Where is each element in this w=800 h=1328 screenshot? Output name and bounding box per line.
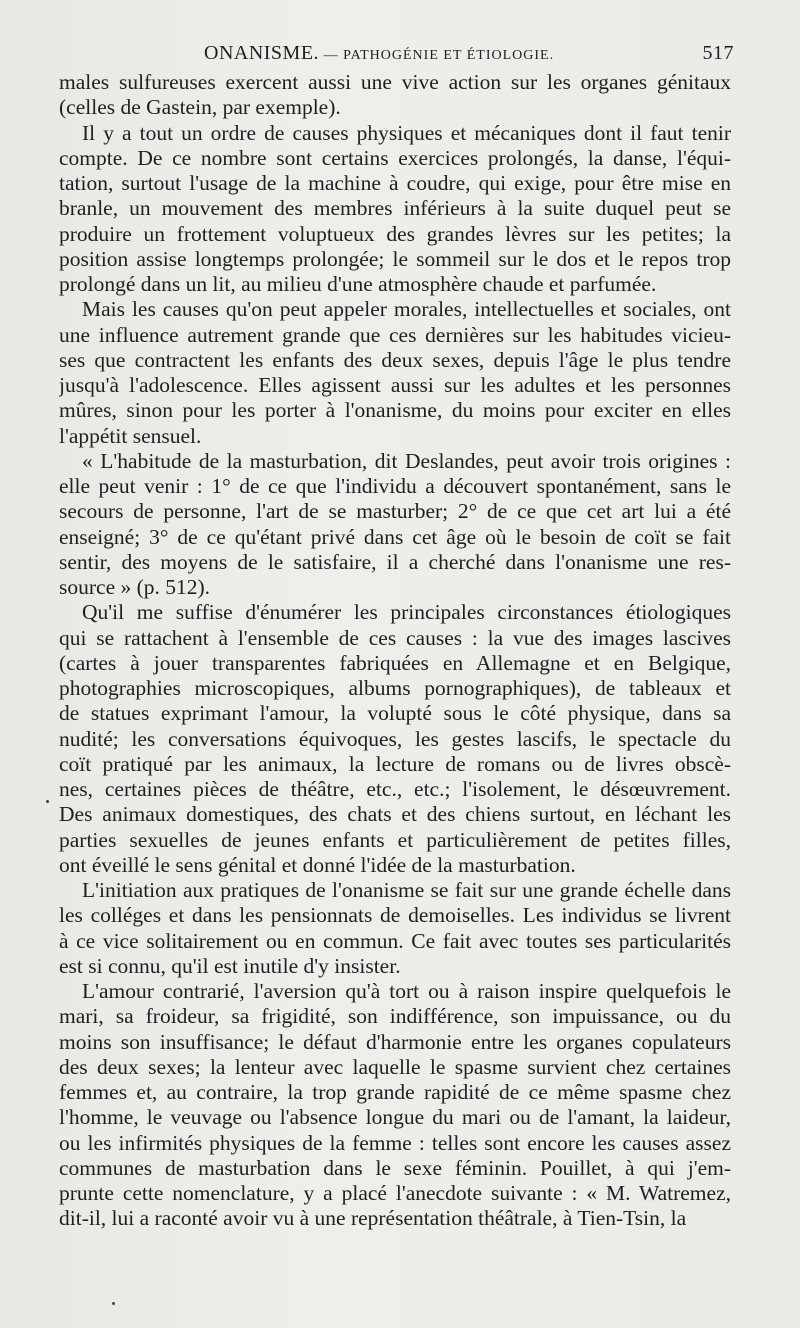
text-line: l'appétit sensuel. (59, 423, 202, 448)
body-text (59, 70, 731, 1232)
paragraph (59, 70, 731, 121)
text-line: de statues exprimant l'amour, la volupté sous le côté physique, dans sa (59, 701, 731, 726)
text-line: une influence autrement grande que ces dernières sur les habitudes vicieu- (59, 322, 731, 347)
title-main: ONANISME. (204, 42, 320, 64)
text-line: L'initiation aux pratiques de l'onanisme se fait sur une grande échelle dans (82, 878, 731, 902)
page-number: 517 (702, 42, 734, 64)
paragraph (59, 297, 731, 449)
text-line: branle, un mouvement des membres inférieurs à la suite duquel peut se (59, 196, 731, 221)
text-line: enseigné; 3° de ce qu'étant privé dans cet âge où le besoin de coït se fait (59, 524, 731, 549)
text-line: femmes et, au contraire, la trop grande rapidité de ce même spasme chez (59, 1080, 731, 1104)
text-line: ou les infirmités physiques de la femme : telles sont encore les causes assez (59, 1130, 731, 1155)
text-line: photographies microscopiques, albums pornographiques), de tableaux et (59, 676, 731, 700)
text-line: males sulfureuses exercent aussi une vive action sur les organes génitaux (59, 70, 731, 94)
text-line: Il y a tout un ordre de causes physiques et mécaniques dont il faut tenir (82, 120, 731, 145)
paragraph (59, 600, 731, 878)
text-line: secours de personne, l'art de se masturber; 2° de ce que cet art lui a été (59, 499, 731, 524)
text-line: nes, certaines pièces de théâtre, etc., etc.; l'isolement, le désœuvrement. (59, 777, 731, 801)
text-line: coït pratiqué par les animaux, la lecture de romans ou de livres obscè- (59, 751, 731, 776)
text-line: les colléges et dans les pensionnats de demoiselles. Les individus se livrent (59, 903, 731, 928)
text-line: ont éveillé le sens génital et donné l'idée de la masturbation. (59, 852, 576, 877)
text-line: Des animaux domestiques, des chats et des chiens surtout, en léchant les (59, 802, 731, 827)
ink-speck (46, 800, 49, 803)
text-line: l'homme, le veuvage ou l'absence longue du mari ou de l'amant, la laideur, (59, 1105, 731, 1130)
text-line: elle peut venir : 1° de ce que l'individu a découvert spontanément, sans le (59, 474, 731, 498)
text-line: prunte cette nomenclature, y a placé l'anecdote suivante : « M. Watremez, (59, 1181, 731, 1205)
text-line: des deux sexes; la lenteur avec laquelle le spasme survient chez certaines (59, 1054, 731, 1079)
text-line: Mais les causes qu'on peut appeler morales, intellectuelles et sociales, ont (82, 297, 731, 322)
text-line: source » (p. 512). (59, 575, 211, 599)
title-sub: — PATHOGÉNIE ET ÉTIOLOGIE. (319, 48, 555, 63)
ink-speck (112, 1302, 115, 1305)
text-line: Qu'il me suffise d'énumérer les principales circonstances étiologiques (82, 600, 731, 625)
text-line: prolongé dans un lit, au milieu d'une atmosphère chaude et parfumée. (59, 272, 657, 296)
paragraph (59, 878, 731, 979)
text-line: L'amour contrarié, l'aversion qu'à tort ou à raison inspire quelquefois le (82, 979, 731, 1003)
paragraph (59, 449, 731, 601)
running-title (204, 42, 554, 65)
text-line: jusqu'à l'adolescence. Elles agissent aussi sur les adultes et les personnes (59, 373, 731, 397)
text-line: moins son insuffisance; le défaut d'harmonie entre les organes copulateurs (59, 1029, 731, 1054)
text-line: mari, sa froideur, sa frigidité, son indifférence, son impuissance, ou du (59, 1004, 731, 1029)
text-line: position assise longtemps prolongée; le sommeil sur le dos et le repos trop (59, 246, 731, 271)
text-line: produire un frottement voluptueux des grandes lèvres sur les petites; la (59, 221, 731, 246)
text-line: à ce vice solitairement ou en commun. Ce fait avec toutes ses particularités (59, 928, 731, 953)
text-line: (celles de Gastein, par exemple). (59, 95, 341, 120)
text-line: mûres, sinon pour les porter à l'onanisme, du moins pour exciter en elles (59, 398, 731, 423)
text-line: compte. De ce nombre sont certains exercices prolongés, la danse, l'équi- (59, 145, 731, 170)
text-line: communes de masturbation dans le sexe féminin. Pouillet, à qui j'em- (59, 1155, 731, 1180)
text-line: ses que contractent les enfants des deux sexes, depuis l'âge le plus tendre (59, 347, 731, 372)
text-line: (cartes à jouer transparentes fabriquées en Allemagne et en Belgique, (59, 650, 731, 675)
text-line: est si connu, qu'il est inutile d'y insister. (59, 953, 401, 978)
text-line: tation, surtout l'usage de la machine à coudre, qui exige, pour être mise en (59, 171, 731, 195)
running-header (204, 42, 734, 70)
text-line: dit-il, lui a raconté avoir vu à une représentation théâtrale, à Tien-Tsin, la (59, 1206, 687, 1231)
text-line: nudité; les conversations équivoques, les gestes lascifs, le spectacle du (59, 726, 731, 751)
paragraph (59, 979, 731, 1232)
text-line: sentir, des moyens de le satisfaire, il a cherché dans l'onanisme une res- (59, 549, 731, 574)
text-line: parties sexuelles de jeunes enfants et particulièrement de petites filles, (59, 827, 731, 852)
text-line: qui se rattachent à l'ensemble de ces causes : la vue des images lascives (59, 625, 731, 650)
text-line: « L'habitude de la masturbation, dit Deslandes, peut avoir trois origines : (82, 448, 731, 473)
paragraph (59, 121, 731, 298)
